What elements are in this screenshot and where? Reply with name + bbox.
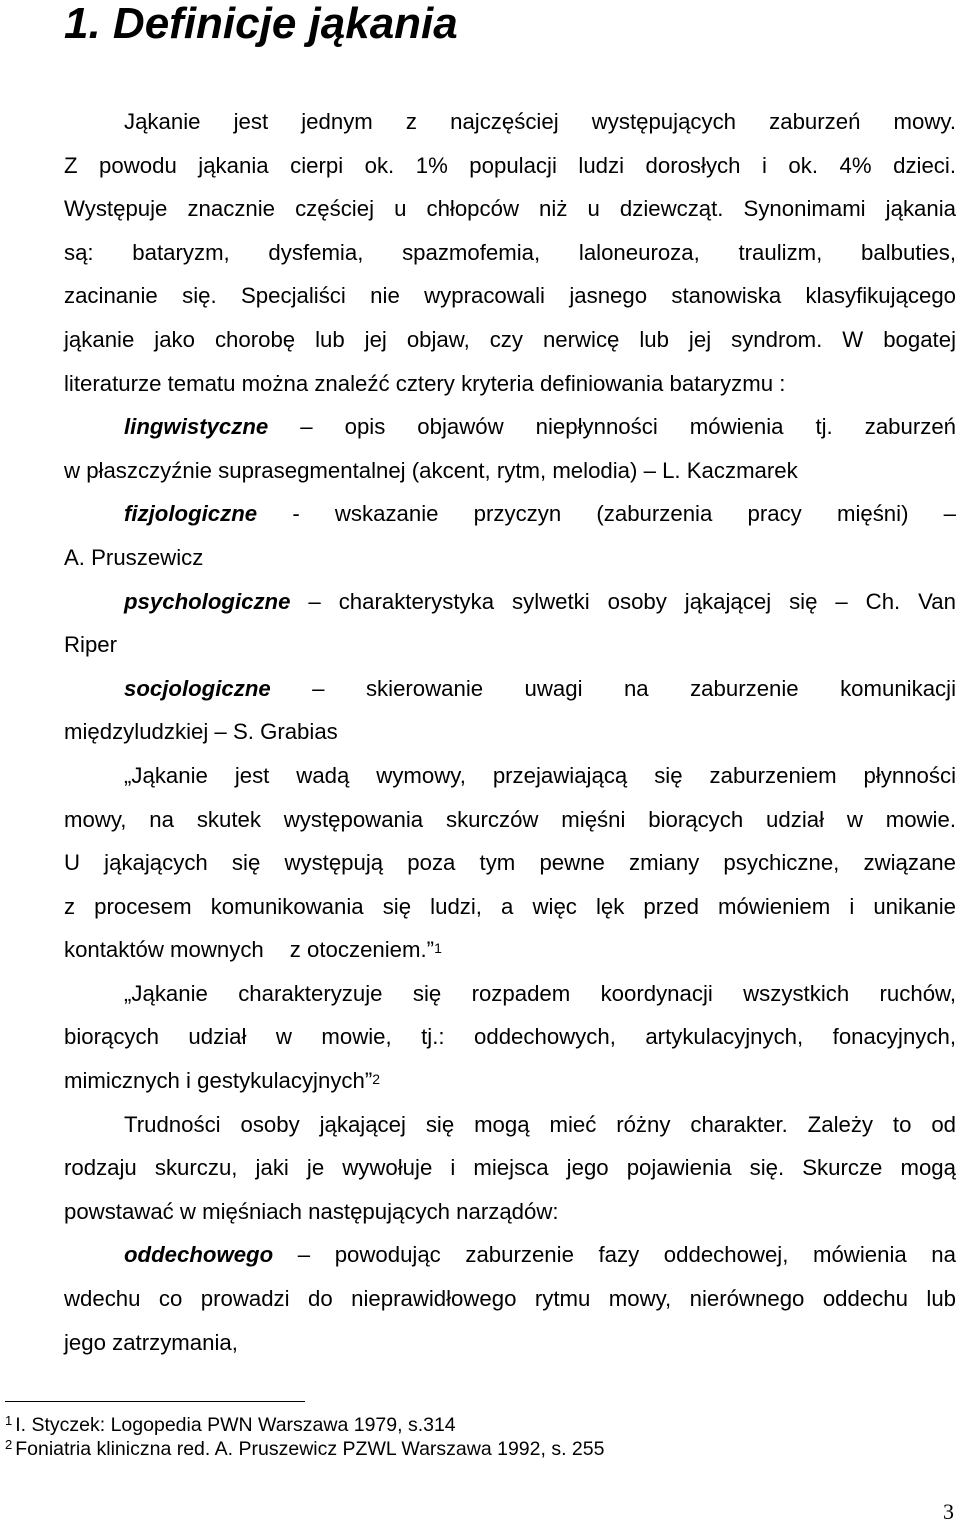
quote-text: z otoczeniem.”	[289, 937, 435, 963]
criterion-term: psychologiczne	[124, 588, 291, 614]
quote-line: z procesem komunikowania się ludzi, a więc lęk przed mówieniem i unikanie	[64, 893, 956, 919]
organ-description: – powodując zaburzenie fazy oddechowej, mówienia na	[273, 1242, 956, 1268]
text-line: A. Pruszewicz	[64, 544, 204, 570]
text-line: Jąkanie jest jednym z najczęściej występujących zaburzeń mowy.	[124, 109, 956, 134]
footnote	[5, 1438, 604, 1460]
text-line: Z powodu jąkania cierpi ok. 1% populacji ludzi dorosłych i ok. 4% dzieci.	[64, 152, 956, 178]
text-line: jąkanie jako chorobę lub jej objaw, czy nerwicę lub jej syndrom. W bogatej	[64, 326, 956, 352]
quote-text: mimicznych i gestykulacyjnych”	[64, 1068, 373, 1094]
criterion-description: - wskazanie przyczyn (zaburzenia pracy mięśni) –	[257, 501, 956, 527]
footnote-number: 2	[5, 1437, 13, 1452]
footnote-reference[interactable]: 1	[434, 940, 442, 957]
criterion-line	[64, 580, 956, 624]
criterion-line	[64, 405, 956, 449]
quote-line: „Jąkanie charakteryzuje się rozpadem koordynacji wszystkich ruchów,	[124, 980, 956, 1006]
footnote-reference[interactable]: 2	[372, 1071, 381, 1088]
chapter-title: 1. Definicje jąkania	[64, 0, 458, 48]
text-line: w płaszczyźnie suprasegmentalnej (akcent, rytm, melodia) – L. Kaczmarek	[64, 457, 798, 483]
criterion-line	[64, 492, 956, 536]
criterion-term: lingwistyczne	[124, 414, 269, 440]
text-line: wdechu co prowadzi do nieprawidłowego rytmu mowy, nierównego oddechu lub	[64, 1286, 956, 1312]
text-line: rodzaju skurczu, jaki je wywołuje i miejsca jego pojawienia się. Skurcze mogą	[64, 1155, 956, 1181]
text-line: powstawać w mięśniach następujących narządów:	[64, 1198, 559, 1224]
organ-line	[64, 1233, 956, 1277]
quote-line: U jąkających się występują poza tym pewne zmiany psychiczne, związane	[64, 850, 956, 876]
criterion-description: – skierowanie uwagi na zaburzenie komunikacji	[270, 675, 956, 701]
footnote-text: I. Styczek: Logopedia PWN Warszawa 1979, s.314	[15, 1414, 456, 1436]
quote-line: biorących udział w mowie, tj.: oddechowych, artykulacyjnych, fonacyjnych,	[64, 1024, 956, 1050]
criterion-term: fizjologiczne	[124, 501, 258, 527]
text-line: Trudności osoby jąkającej się mogą mieć różny charakter. Zależy to od	[124, 1111, 956, 1137]
footnote-number: 1	[5, 1413, 13, 1428]
criterion-term: socjologiczne	[124, 675, 271, 701]
footnote-text: Foniatria kliniczna red. A. Pruszewicz PZWL Warszawa 1992, s. 255	[15, 1438, 605, 1460]
quote-text: kontaktów mownych	[64, 937, 264, 963]
text-line: jego zatrzymania,	[64, 1329, 238, 1355]
quote-line	[64, 1059, 956, 1103]
text-line: Występuje znacznie częściej u chłopców niż u dziewcząt. Synonimami jąkania	[64, 196, 956, 222]
page-number: 3	[943, 1499, 954, 1524]
quote-line	[64, 928, 956, 972]
body-text	[64, 100, 956, 1364]
text-line: zacinanie się. Specjaliści nie wypracowali jasnego stanowiska klasyfikującego	[64, 283, 956, 309]
text-line: są: bataryzm, dysfemia, spazmofemia, laloneuroza, traulizm, balbuties,	[64, 239, 956, 265]
text-line: literaturze tematu można znaleźć cztery kryteria definiowania bataryzmu :	[64, 370, 786, 396]
criterion-line	[64, 667, 956, 711]
quote-line: „Jąkanie jest wadą wymowy, przejawiającą się zaburzeniem płynności	[124, 762, 956, 788]
text-line: Riper	[64, 632, 118, 658]
quote-line: mowy, na skutek występowania skurczów mięśni biorących udział w mowie.	[64, 806, 956, 832]
organ-term: oddechowego	[124, 1242, 274, 1268]
text-line: międzyludzkiej – S. Grabias	[64, 719, 338, 745]
criterion-description: – charakterystyka sylwetki osoby jąkającej się – Ch. Van	[290, 588, 956, 614]
footnote	[5, 1414, 456, 1436]
criterion-description: – opis objawów niepłynności mówienia tj. zaburzeń	[268, 414, 956, 440]
footnote-separator	[5, 1401, 305, 1402]
